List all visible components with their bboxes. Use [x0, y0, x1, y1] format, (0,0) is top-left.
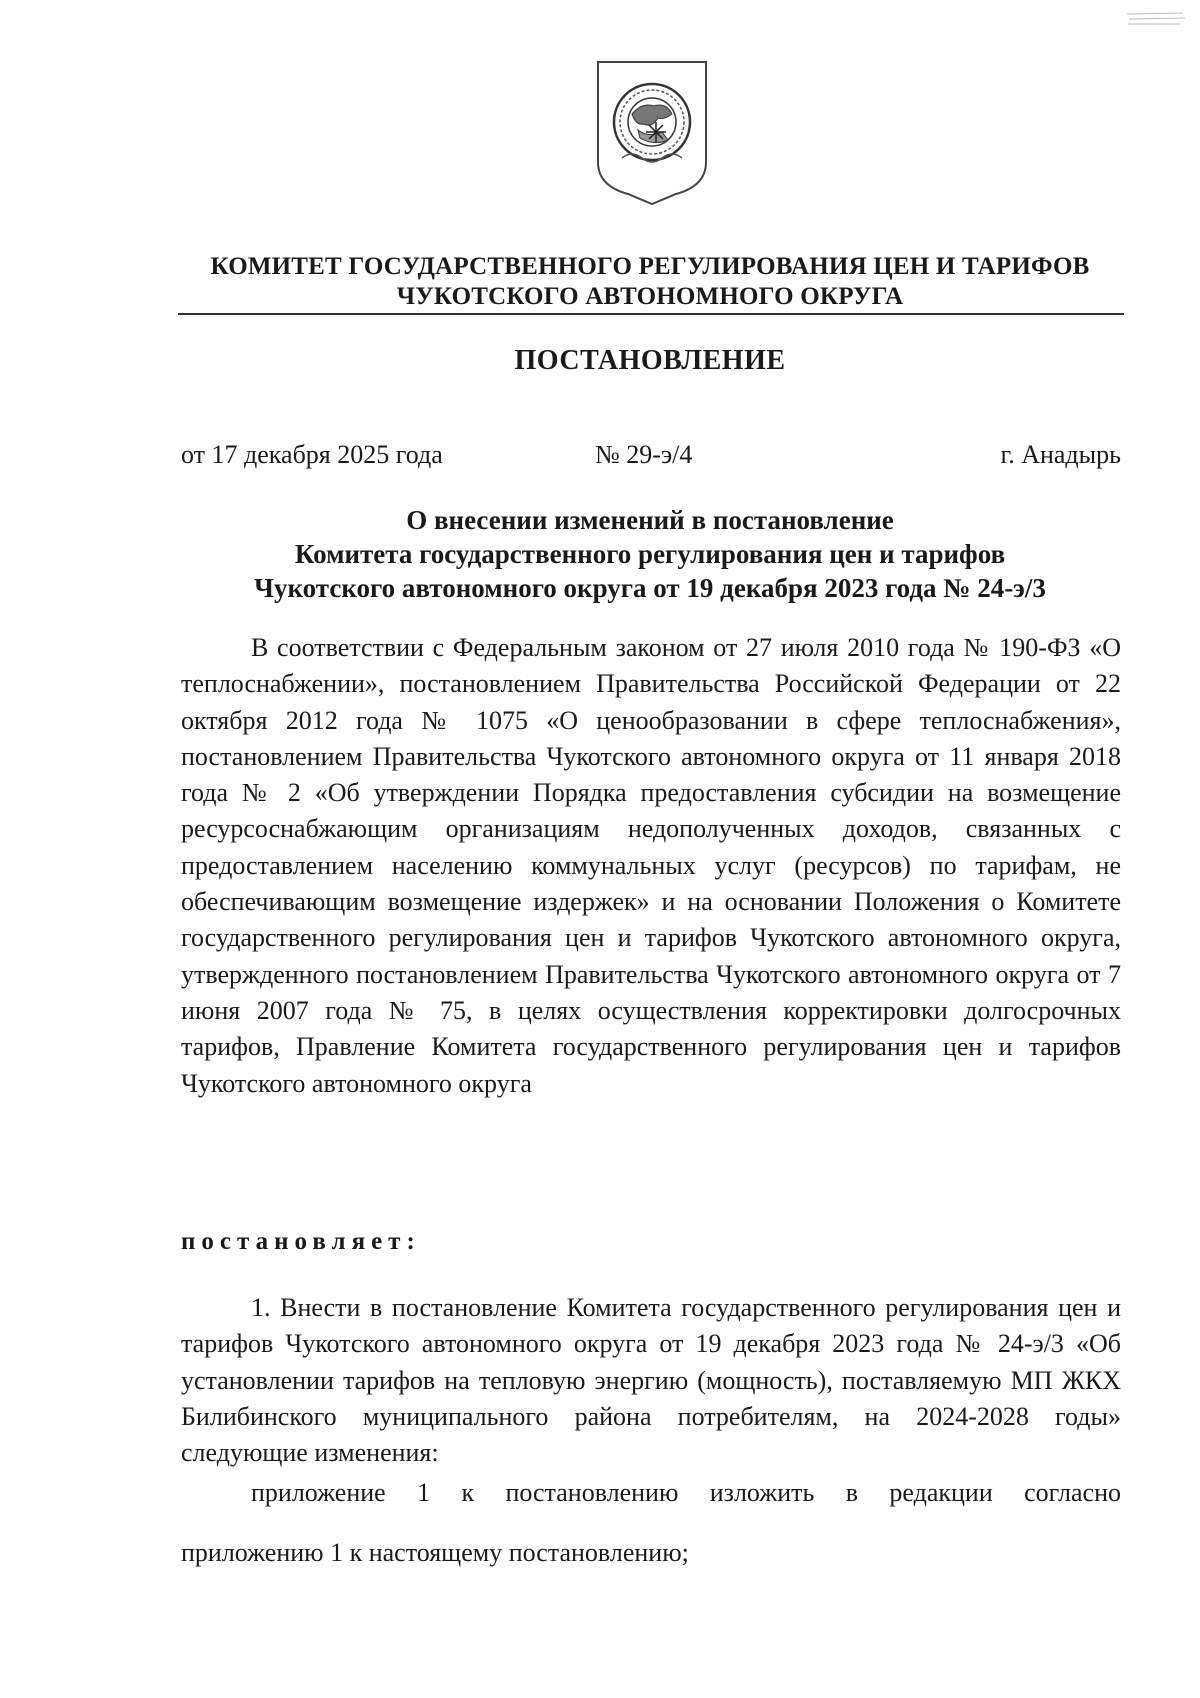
preamble-section	[181, 630, 1121, 1102]
subject-line-2: Комитета государственного регулирования цен и тарифов	[294, 539, 1006, 569]
header-divider	[178, 313, 1124, 315]
coat-of-arms-emblem	[592, 58, 712, 208]
document-meta-row	[181, 440, 1121, 476]
document-subject	[175, 503, 1125, 605]
resolves-heading: постановляет:	[181, 1228, 421, 1255]
document-number: № 29-э/4	[595, 440, 693, 469]
item-1-sub-tail: приложению 1 к настоящему постановлению;	[181, 1538, 689, 1567]
organization-line-2: ЧУКОТСКОГО АВТОНОМНОГО ОКРУГА	[396, 283, 904, 310]
document-city: г. Анадырь	[1000, 440, 1121, 469]
item-1-subsection	[181, 1475, 1121, 1511]
subject-line-3: Чукотского автономного округа от 19 декабря 2023 года № 24-э/3	[254, 573, 1046, 603]
item-1-paragraph: 1. Внести в постановление Комитета государственного регулирования цен и тарифов Чукотского автономного округа от 19 декабря 2023 года № 24-э/3 «Об установлении тарифов на тепловую энергию (мощность), поставляемую МП ЖКХ Билибинского муниципального района потребителям, на 2024-2028 годы» следующие изменения:	[181, 1293, 1121, 1468]
item-1-sub-paragraph: приложение 1 к постановлению изложить в редакции согласно	[251, 1478, 1121, 1507]
preamble-paragraph: В соответствии с Федеральным законом от 27 июля 2010 года № 190-ФЗ «О теплоснабжении», постановлением Правительства Российской Федерации от 22 октября 2012 года № 1075 «О ценообразовании в сфере теплоснабжения», постановлением Правительства Чукотского автономного округа от 11 января 2018 года № 2 «Об утверждении Порядка предоставления субсидии на возмещение ресурсоснабжающим организациям недополученных доходов, связанных с предоставлением населению коммунальных услуг (ресурсов) по тарифам, не обеспечивающим возмещение издержек» и на основании Положения о Комитете государственного регулирования цен и тарифов Чукотского автономного округа, утвержденного постановлением Правительства Чукотского автономного округа от 7 июня 2007 года № 75, в целях осуществления корректировки долгосрочных тарифов, Правление Комитета государственного регулирования цен и тарифов Чукотского автономного округа	[181, 633, 1121, 1098]
organization-name	[175, 252, 1125, 312]
subject-line-1: О внесении изменений в постановление	[406, 505, 894, 535]
document-type-title: ПОСТАНОВЛЕНИЕ	[514, 345, 786, 376]
scan-noise-mark	[1125, 10, 1187, 28]
document-date: от 17 декабря 2025 года	[181, 440, 443, 469]
item-1-section	[181, 1290, 1121, 1471]
organization-line-1: КОМИТЕТ ГОСУДАРСТВЕННОГО РЕГУЛИРОВАНИЯ ЦЕН И ТАРИФОВ	[210, 253, 1090, 280]
